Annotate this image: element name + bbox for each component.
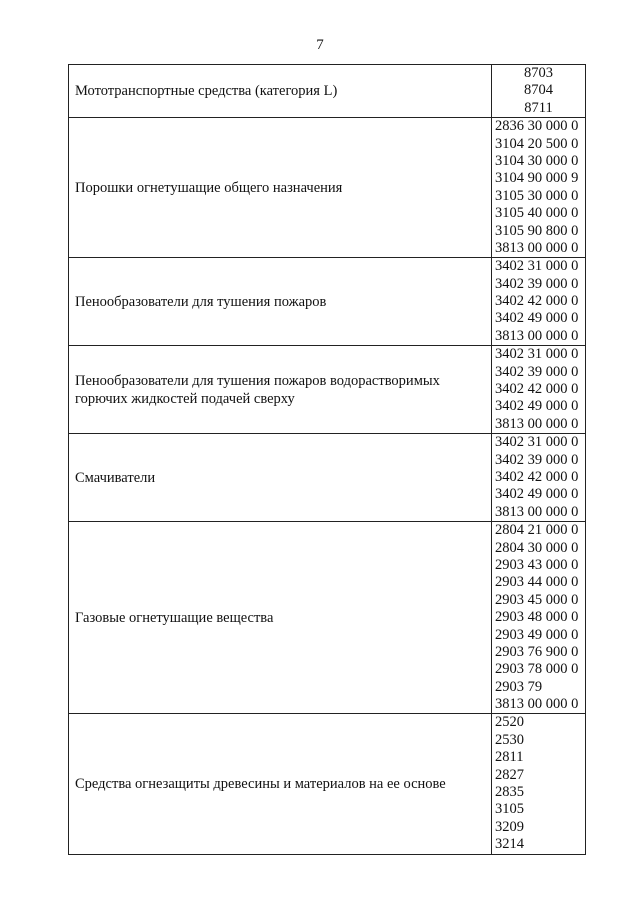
page-number: 7 [316, 37, 324, 53]
tnved-code: 8703 [524, 65, 553, 81]
tnved-code: 2903 49 000 0 [495, 626, 579, 643]
tnved-code: 3402 42 000 0 [495, 381, 579, 398]
product-name-cell: Газовые огнетушащие вещества [69, 522, 492, 714]
tnved-code: 3402 31 000 0 [495, 434, 579, 451]
tnved-code: 2530 [495, 731, 524, 748]
tnved-code: 3402 49 000 0 [495, 398, 579, 415]
tnved-code: 3104 30 000 0 [495, 152, 579, 169]
tnved-code: 2811 [495, 749, 524, 766]
tnved-code: 3813 00 000 0 [495, 327, 579, 344]
tnved-code: 3105 90 800 0 [495, 222, 579, 239]
tnved-code: 2903 43 000 0 [495, 556, 579, 573]
product-name-cell: Средства огнезащиты древесины и материалов на ее основе [69, 714, 492, 854]
tnved-code: 3402 39 000 0 [495, 363, 579, 380]
product-name-cell: Пенообразователи для тушения пожаров [69, 258, 492, 346]
tnved-codes-cell [492, 346, 586, 434]
tnved-code: 8711 [524, 99, 553, 116]
tnved-code: 2835 [495, 784, 524, 801]
tnved-code: 3813 00 000 0 [495, 503, 579, 520]
tnved-code: 3813 00 000 0 [495, 239, 579, 256]
tnved-code: 3105 30 000 0 [495, 187, 579, 204]
tnved-code: 3402 49 000 0 [495, 486, 579, 503]
tnved-code: 3402 42 000 0 [495, 293, 579, 310]
tnved-code: 2804 21 000 0 [495, 522, 579, 539]
tnved-code: 2827 [495, 766, 524, 783]
tnved-code: 3402 42 000 0 [495, 468, 579, 485]
tnved-code: 3104 20 500 0 [495, 135, 579, 152]
table-row [69, 118, 586, 258]
table-row [69, 434, 586, 522]
tn-ved-table [68, 64, 586, 855]
tnved-code: 3214 [495, 836, 524, 853]
tnved-codes-cell [492, 522, 586, 714]
tnved-code: 3402 39 000 0 [495, 451, 579, 468]
table-row [69, 258, 586, 346]
table-row [69, 346, 586, 434]
tnved-code: 2903 45 000 0 [495, 591, 579, 608]
table-body [69, 65, 586, 855]
table-row [69, 522, 586, 714]
tnved-codes-cell [492, 118, 586, 258]
tnved-codes-cell [492, 434, 586, 522]
tnved-code: 2836 30 000 0 [495, 118, 579, 135]
tnved-code: 2903 79 [495, 678, 543, 695]
tnved-codes-cell [492, 258, 586, 346]
tnved-codes-cell [492, 65, 586, 118]
table-row [69, 714, 586, 854]
tnved-code: 2903 44 000 0 [495, 574, 579, 591]
product-name-cell: Смачиватели [69, 434, 492, 522]
tnved-code: 3402 49 000 0 [495, 310, 579, 327]
tnved-code: 2520 [495, 714, 524, 731]
tnved-code: 3402 39 000 0 [495, 275, 579, 292]
tnved-code: 2804 30 000 0 [495, 539, 579, 556]
product-name-cell: Пенообразователи для тушения пожаров водорастворимых горючих жидкостей подачей сверху [69, 346, 492, 434]
tnved-code: 2903 48 000 0 [495, 609, 579, 626]
tnved-code: 3813 00 000 0 [495, 696, 579, 713]
tnved-code: 3209 [495, 818, 524, 835]
table-row [69, 65, 586, 118]
tnved-code: 3402 31 000 0 [495, 258, 579, 275]
tnved-code: 2903 76 900 0 [495, 643, 579, 660]
tnved-code: 8704 [524, 82, 553, 99]
product-name-cell: Мототранспортные средства (категория L) [69, 65, 492, 118]
product-name-cell: Порошки огнетушащие общего назначения [69, 118, 492, 258]
tnved-code: 3105 [495, 801, 524, 818]
tnved-code: 3402 31 000 0 [495, 346, 579, 363]
tnved-code: 3104 90 000 9 [495, 170, 579, 187]
tnved-code: 2903 78 000 0 [495, 661, 579, 678]
tnved-code: 3105 40 000 0 [495, 205, 579, 222]
tnved-codes-cell [492, 714, 586, 854]
tnved-code: 3813 00 000 0 [495, 415, 579, 432]
